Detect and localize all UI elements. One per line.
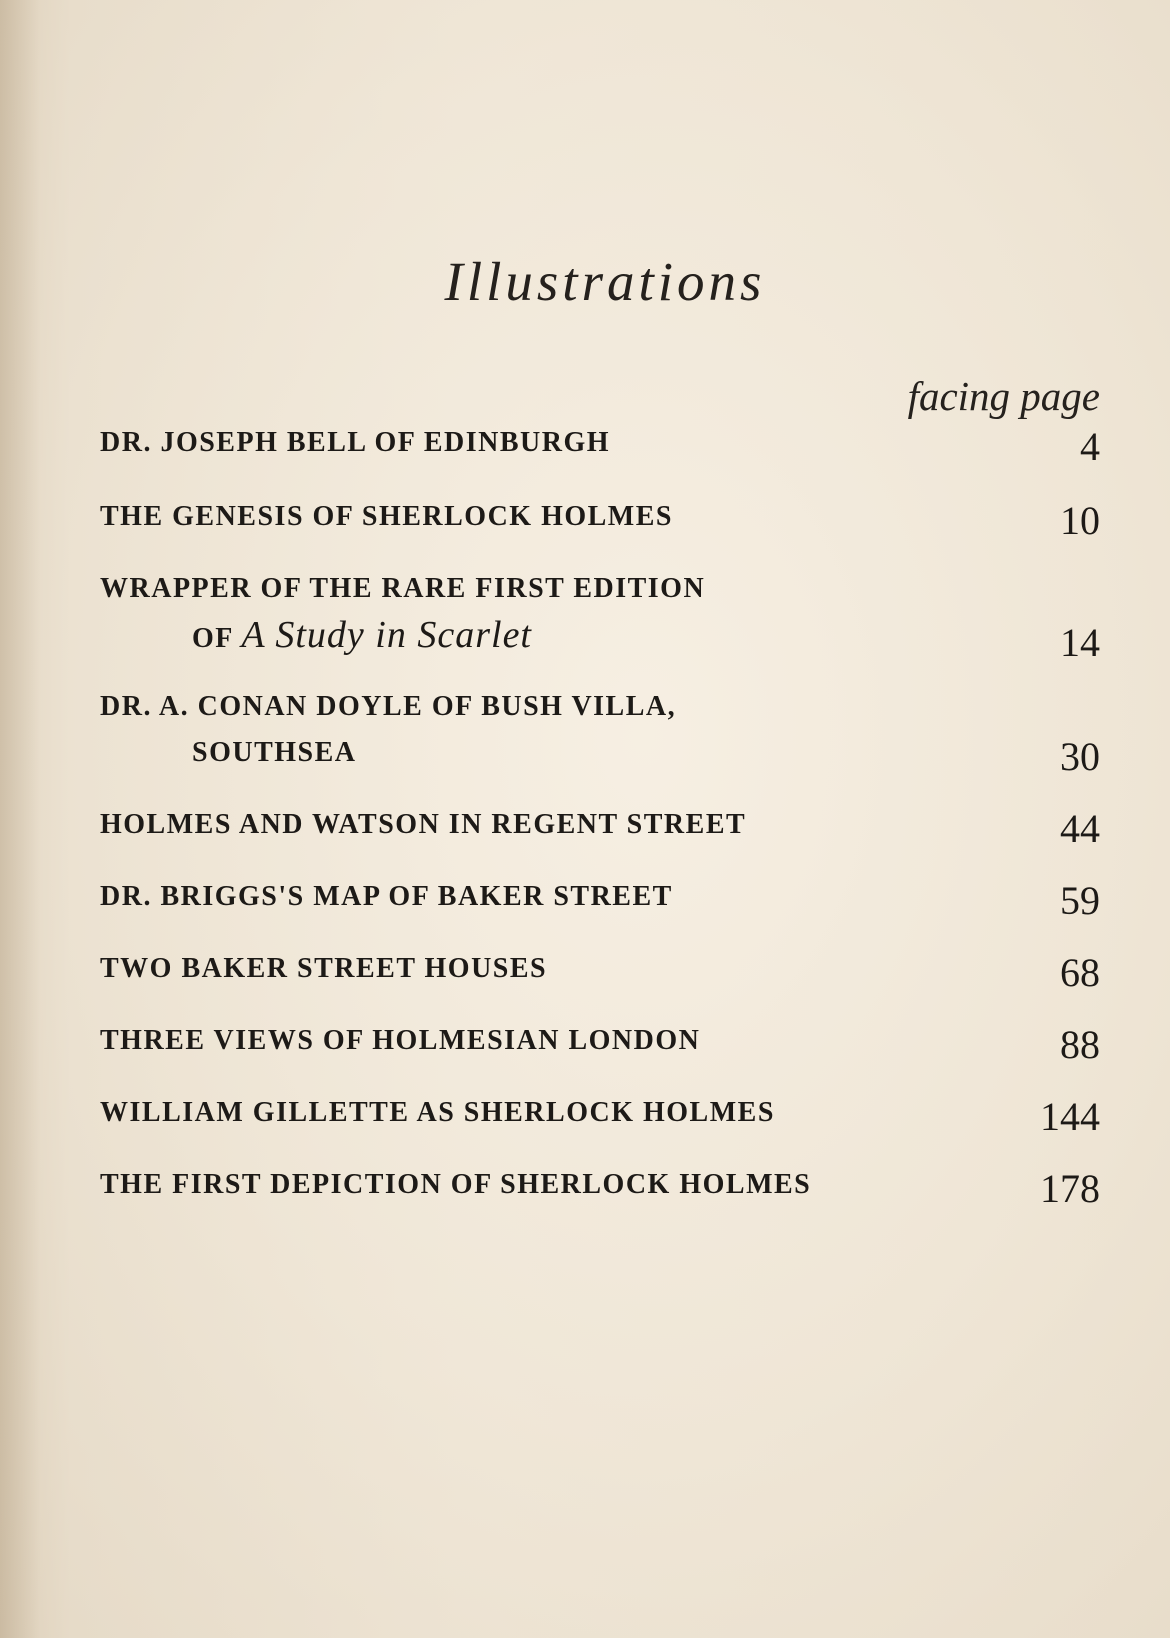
entry-title-continuation bbox=[100, 612, 1100, 662]
entry-title: DR. JOSEPH BELL OF EDINBURGH bbox=[100, 427, 611, 458]
entry-page-number: 10 bbox=[1060, 498, 1100, 543]
entry-page-number: 59 bbox=[1060, 878, 1100, 923]
entry-title: DR. BRIGGS'S MAP OF BAKER STREET bbox=[100, 881, 673, 912]
entry-title: WRAPPER OF THE RARE FIRST EDITION bbox=[100, 573, 706, 604]
illustration-entry bbox=[100, 494, 1100, 543]
entry-title: THREE VIEWS OF HOLMESIAN LONDON bbox=[100, 1025, 701, 1056]
entry-title: DR. A. CONAN DOYLE OF BUSH VILLA, bbox=[100, 691, 677, 722]
entry-page-number: 178 bbox=[1040, 1166, 1100, 1211]
entry-page-number: 88 bbox=[1060, 1022, 1100, 1067]
illustration-entry bbox=[100, 874, 1100, 923]
entry-title: WILLIAM GILLETTE AS SHERLOCK HOLMES bbox=[100, 1097, 775, 1128]
entry-title: TWO BAKER STREET HOUSES bbox=[100, 953, 548, 984]
entry-page-number: 30 bbox=[1060, 734, 1100, 779]
illustration-entry bbox=[100, 946, 1100, 995]
entry-page-number: 4 bbox=[1080, 424, 1100, 469]
page-spine-shadow bbox=[0, 0, 40, 1638]
entry-title-continuation: SOUTHSEA bbox=[192, 737, 357, 768]
entry-title: THE FIRST DEPICTION OF SHERLOCK HOLMES bbox=[100, 1169, 812, 1200]
illustration-entry bbox=[100, 802, 1100, 851]
book-title-italic: A Study in Scarlet bbox=[241, 614, 532, 656]
page-title: Illustrations bbox=[444, 251, 766, 312]
illustration-entry bbox=[100, 684, 1100, 779]
illustration-entry bbox=[100, 1090, 1100, 1139]
illustration-entry bbox=[100, 1162, 1100, 1211]
entry-page-number: 14 bbox=[1060, 620, 1100, 665]
illustration-entry bbox=[100, 1018, 1100, 1067]
entry-page-number: 144 bbox=[1040, 1094, 1100, 1139]
column-heading: facing page bbox=[907, 373, 1100, 419]
entry-prefix: OF bbox=[192, 623, 233, 654]
illustration-entry bbox=[100, 420, 1100, 469]
illustration-entry bbox=[100, 566, 1100, 665]
entry-title: HOLMES AND WATSON IN REGENT STREET bbox=[100, 809, 747, 840]
entry-page-number: 68 bbox=[1060, 950, 1100, 995]
entry-title: THE GENESIS OF SHERLOCK HOLMES bbox=[100, 501, 673, 532]
entry-page-number: 44 bbox=[1060, 806, 1100, 851]
